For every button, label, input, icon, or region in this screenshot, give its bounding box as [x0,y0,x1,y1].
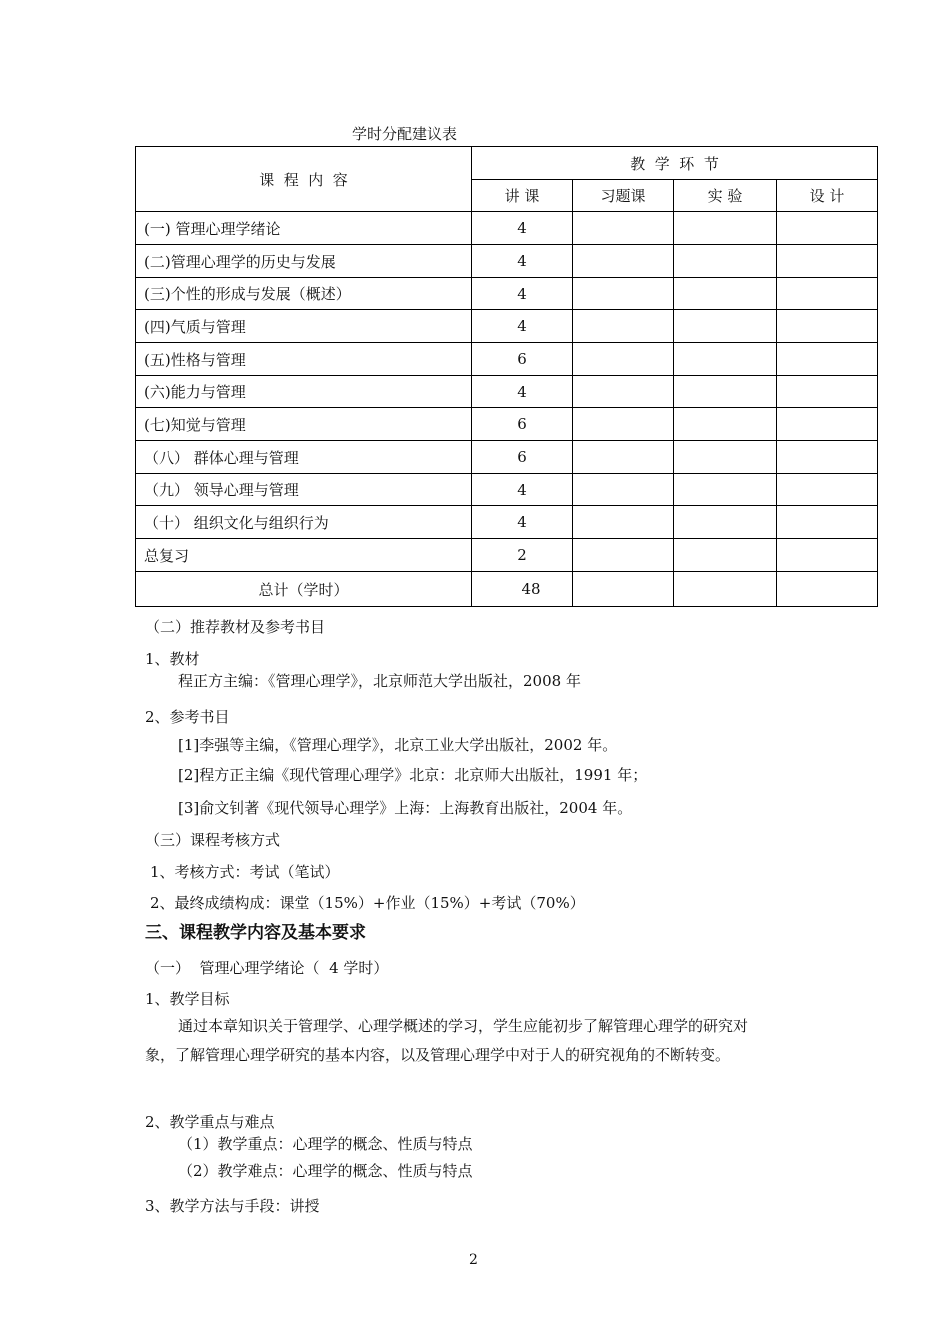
table-row [136,408,878,441]
row-experiment-hours [674,441,777,474]
table-row [136,506,878,539]
row-experiment-hours [674,376,777,408]
reference-item: [2]程方正主编《现代管理心理学》北京：北京师大出版社，1991 年； [178,766,648,784]
section-recommended-books: （二）推荐教材及参考书目 [145,618,326,636]
table-row [136,212,878,245]
row-name: （八） 群体心理与管理 [136,441,472,474]
table-row [136,441,878,474]
table-caption: 学时分配建议表 [352,125,458,143]
row-exercise-hours [573,376,674,408]
total-exercise [573,572,674,607]
key-points-label: 2、教学重点与难点 [145,1113,275,1131]
row-design-hours [777,474,878,506]
row-experiment-hours [674,310,777,343]
row-design-hours [777,408,878,441]
table-row [136,310,878,343]
row-design-hours [777,376,878,408]
key-point: （1）教学重点：心理学的概念、性质与特点 [178,1135,473,1153]
row-lecture-hours: 4 [472,474,573,506]
row-name: 总复习 [136,539,472,572]
assessment-method: 1、考核方式：考试（笔试） [150,863,340,881]
section-assessment: （三）课程考核方式 [145,831,281,849]
chapter-title: （一） 管理心理学绪论（ 4 学时） [145,959,389,977]
textbook-label: 1、教材 [145,650,200,668]
teaching-goal-text: 象，了解管理心理学研究的基本内容，以及管理心理学中对于人的研究视角的不断转变。 [145,1046,731,1064]
row-design-hours [777,343,878,376]
row-exercise-hours [573,278,674,310]
row-name: （九） 领导心理与管理 [136,474,472,506]
row-exercise-hours [573,310,674,343]
hours-allocation-table [135,146,878,607]
difficult-point: （2）教学难点：心理学的概念、性质与特点 [178,1162,473,1180]
header-exercise: 习题课 [573,180,674,212]
row-name: (七)知觉与管理 [136,408,472,441]
header-experiment: 实 验 [674,180,777,212]
row-design-hours [777,506,878,539]
row-name: (三)个性的形成与发展（概述） [136,278,472,310]
row-lecture-hours: 6 [472,408,573,441]
row-lecture-hours: 4 [472,310,573,343]
table-total-row [136,572,878,607]
reference-item: [3]俞文钊著《现代领导心理学》上海：上海教育出版社，2004 年。 [178,799,633,817]
row-experiment-hours [674,245,777,278]
page-number: 2 [469,1252,478,1268]
row-name: （十） 组织文化与组织行为 [136,506,472,539]
row-experiment-hours [674,474,777,506]
total-label: 总计（学时） [136,572,472,607]
table-header-row [136,147,878,180]
row-design-hours [777,245,878,278]
row-name: (六)能力与管理 [136,376,472,408]
row-experiment-hours [674,343,777,376]
row-design-hours [777,441,878,474]
teaching-goal-text: 通过本章知识关于管理学、心理学概述的学习，学生应能初步了解管理心理学的研究对 [178,1017,749,1035]
row-exercise-hours [573,506,674,539]
row-lecture-hours: 4 [472,245,573,278]
row-design-hours [777,539,878,572]
grade-composition: 2、最终成绩构成：课堂（15%）+作业（15%）+考试（70%） [150,894,585,912]
textbook-item: 程正方主编：《管理心理学》，北京师范大学出版社，2008 年 [178,672,581,690]
row-exercise-hours [573,212,674,245]
row-name: (一) 管理心理学绪论 [136,212,472,245]
row-experiment-hours [674,212,777,245]
row-exercise-hours [573,441,674,474]
references-label: 2、参考书目 [145,708,230,726]
reference-item: [1]李强等主编，《管理心理学》，北京工业大学出版社，2002 年。 [178,736,618,754]
row-name: (四)气质与管理 [136,310,472,343]
row-lecture-hours: 4 [472,376,573,408]
row-exercise-hours [573,474,674,506]
row-lecture-hours: 4 [472,506,573,539]
header-course-content: 课 程 内 容 [136,147,472,212]
row-lecture-hours: 6 [472,441,573,474]
row-design-hours [777,310,878,343]
row-experiment-hours [674,408,777,441]
row-design-hours [777,278,878,310]
row-experiment-hours [674,506,777,539]
teaching-method: 3、教学方法与手段：讲授 [145,1197,320,1215]
row-exercise-hours [573,245,674,278]
row-exercise-hours [573,408,674,441]
header-lecture: 讲 课 [472,180,573,212]
row-exercise-hours [573,343,674,376]
row-lecture-hours: 6 [472,343,573,376]
heading-course-content: 三、课程教学内容及基本要求 [145,923,366,943]
table-row [136,278,878,310]
table-row [136,474,878,506]
header-design: 设 计 [777,180,878,212]
row-lecture-hours: 4 [472,212,573,245]
row-name: (五)性格与管理 [136,343,472,376]
row-lecture-hours: 4 [472,278,573,310]
table-row [136,343,878,376]
total-experiment [674,572,777,607]
teaching-goal-label: 1、教学目标 [145,990,230,1008]
row-name: (二)管理心理学的历史与发展 [136,245,472,278]
table-row [136,376,878,408]
header-teaching-components: 教 学 环 节 [472,147,878,180]
row-lecture-hours: 2 [472,539,573,572]
row-exercise-hours [573,539,674,572]
total-design [777,572,878,607]
row-design-hours [777,212,878,245]
table-row [136,539,878,572]
row-experiment-hours [674,278,777,310]
table-row [136,245,878,278]
row-experiment-hours [674,539,777,572]
total-value: 48 [472,572,573,607]
